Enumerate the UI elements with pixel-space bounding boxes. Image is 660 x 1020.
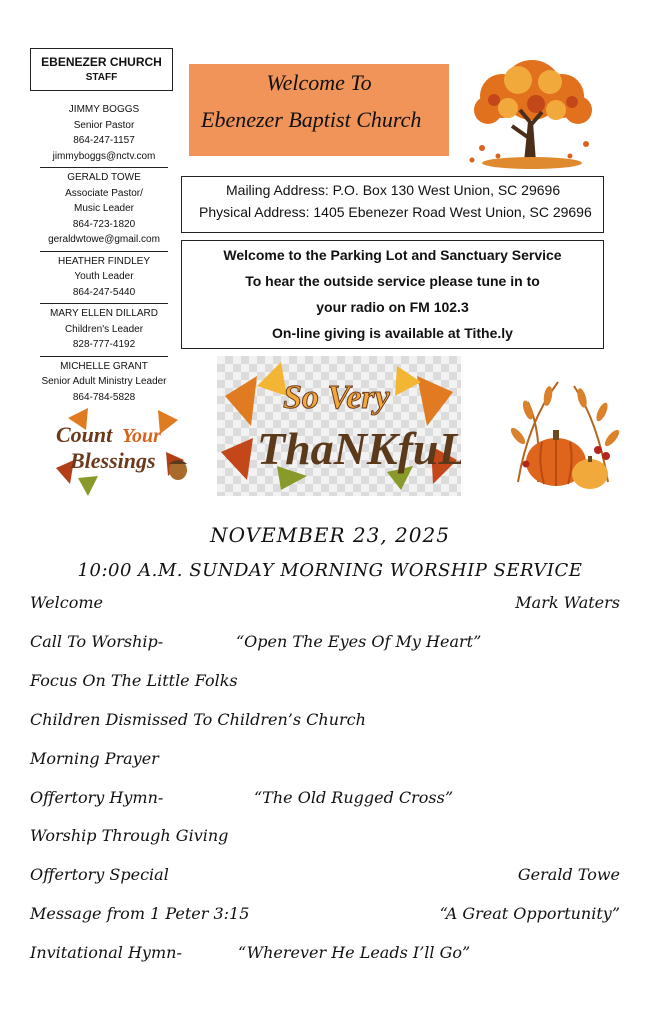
staff-role: Senior Pastor: [73, 119, 135, 131]
thankful-graphic: [217, 356, 461, 496]
item-label: Message from 1 Peter 3:15: [30, 904, 250, 923]
welcome-banner: [189, 64, 449, 156]
order-of-service-item: [30, 632, 620, 654]
staff-subheading: STAFF: [85, 72, 118, 83]
staff-role: Associate Pastor/: [65, 187, 143, 199]
your-word: Your: [122, 425, 161, 447]
notice-line: On-line giving is available at Tithe.ly: [272, 325, 513, 341]
count-your-blessings-image: [48, 398, 190, 500]
staff-name: HEATHER FINDLEY: [57, 255, 151, 267]
thankful-text: ThaNKfuL: [257, 423, 461, 474]
notice-line: Welcome to the Parking Lot and Sanctuary Service: [223, 247, 562, 263]
order-of-service-item: [30, 788, 620, 810]
item-leader: Mark Waters: [515, 593, 620, 612]
staff-member: [40, 303, 168, 356]
staff-email: jimmyboggs@nctv.com: [52, 150, 156, 162]
count-word: Count: [56, 422, 113, 447]
service-title: 10:00 A.M. SUNDAY MORNING WORSHIP SERVICE: [77, 560, 583, 581]
order-of-service-item: [30, 826, 620, 848]
staff-role: Senior Adult Ministry Leader: [41, 376, 167, 387]
service-date: NOVEMBER 23, 2025: [210, 523, 450, 547]
item-label: Welcome: [30, 593, 103, 612]
item-song: “Wherever He Leads I’ll Go”: [238, 943, 471, 962]
item-label: Call To Worship-: [30, 632, 164, 651]
staff-phone: 864-247-5440: [72, 286, 136, 298]
church-name: Ebenezer Baptist Church: [201, 107, 422, 132]
order-of-service-item: [30, 865, 620, 887]
notice-line: your radio on FM 102.3: [316, 299, 469, 315]
item-sermon-title: “A Great Opportunity”: [439, 904, 620, 923]
blessings-word: Blessings: [70, 448, 156, 473]
so-very-thankful-image: [217, 356, 461, 496]
staff-email: geraldwtowe@gmail.com: [48, 234, 160, 245]
address-box: [181, 176, 604, 233]
item-label: Children Dismissed To Children’s Church: [30, 710, 366, 729]
item-label: Offertory Special: [30, 865, 169, 884]
staff-member: [40, 251, 168, 304]
staff-phone: 828-777-4192: [72, 339, 136, 350]
staff-phone: 864-247-1157: [73, 135, 135, 146]
physical-address: Physical Address: 1405 Ebenezer Road West Union, SC 29696: [199, 204, 592, 220]
so-very-text: So Very: [283, 379, 390, 416]
order-of-service-item: [30, 593, 620, 615]
staff-role: Children's Leader: [64, 323, 144, 335]
notice-line: To hear the outside service please tune in to: [245, 273, 540, 289]
staff-heading: EBENEZER CHURCH: [41, 55, 162, 69]
item-song: “Open The Eyes Of My Heart”: [236, 632, 482, 651]
autumn-tree-image: [458, 52, 606, 170]
staff-list: [40, 102, 168, 408]
order-of-service-item: [30, 671, 620, 693]
staff-role: Music Leader: [73, 203, 135, 214]
staff-member: [40, 167, 168, 251]
staff-member: [40, 102, 168, 167]
item-label: Invitational Hymn-: [30, 943, 182, 962]
order-of-service-item: [30, 904, 620, 926]
order-of-service-item: [30, 749, 620, 771]
order-of-service-item: [30, 943, 620, 965]
staff-name: GERALD TOWE: [67, 172, 141, 183]
staff-phone: 864-784-5828: [72, 391, 136, 403]
staff-role: Youth Leader: [74, 271, 134, 282]
welcome-line: Welcome To: [266, 70, 372, 95]
mailing-address: Mailing Address: P.O. Box 130 West Union, SC 29696: [226, 182, 561, 198]
staff-name: MICHELLE GRANT: [60, 360, 148, 372]
item-leader: Gerald Towe: [517, 865, 620, 884]
service-notice-box: [181, 240, 604, 349]
staff-heading-box: [30, 48, 173, 91]
pumpkins-image: [498, 372, 630, 498]
staff-phone: 864-723-1820: [72, 218, 136, 230]
staff-name: JIMMY BOGGS: [68, 104, 140, 115]
item-label: Offertory Hymn-: [30, 788, 164, 807]
order-of-service-item: [30, 710, 620, 732]
item-label: Focus On The Little Folks: [30, 671, 238, 690]
item-label: Worship Through Giving: [30, 826, 229, 845]
staff-name: MARY ELLEN DILLARD: [49, 308, 158, 319]
item-song: “The Old Rugged Cross”: [254, 788, 454, 807]
item-label: Morning Prayer: [30, 749, 159, 768]
